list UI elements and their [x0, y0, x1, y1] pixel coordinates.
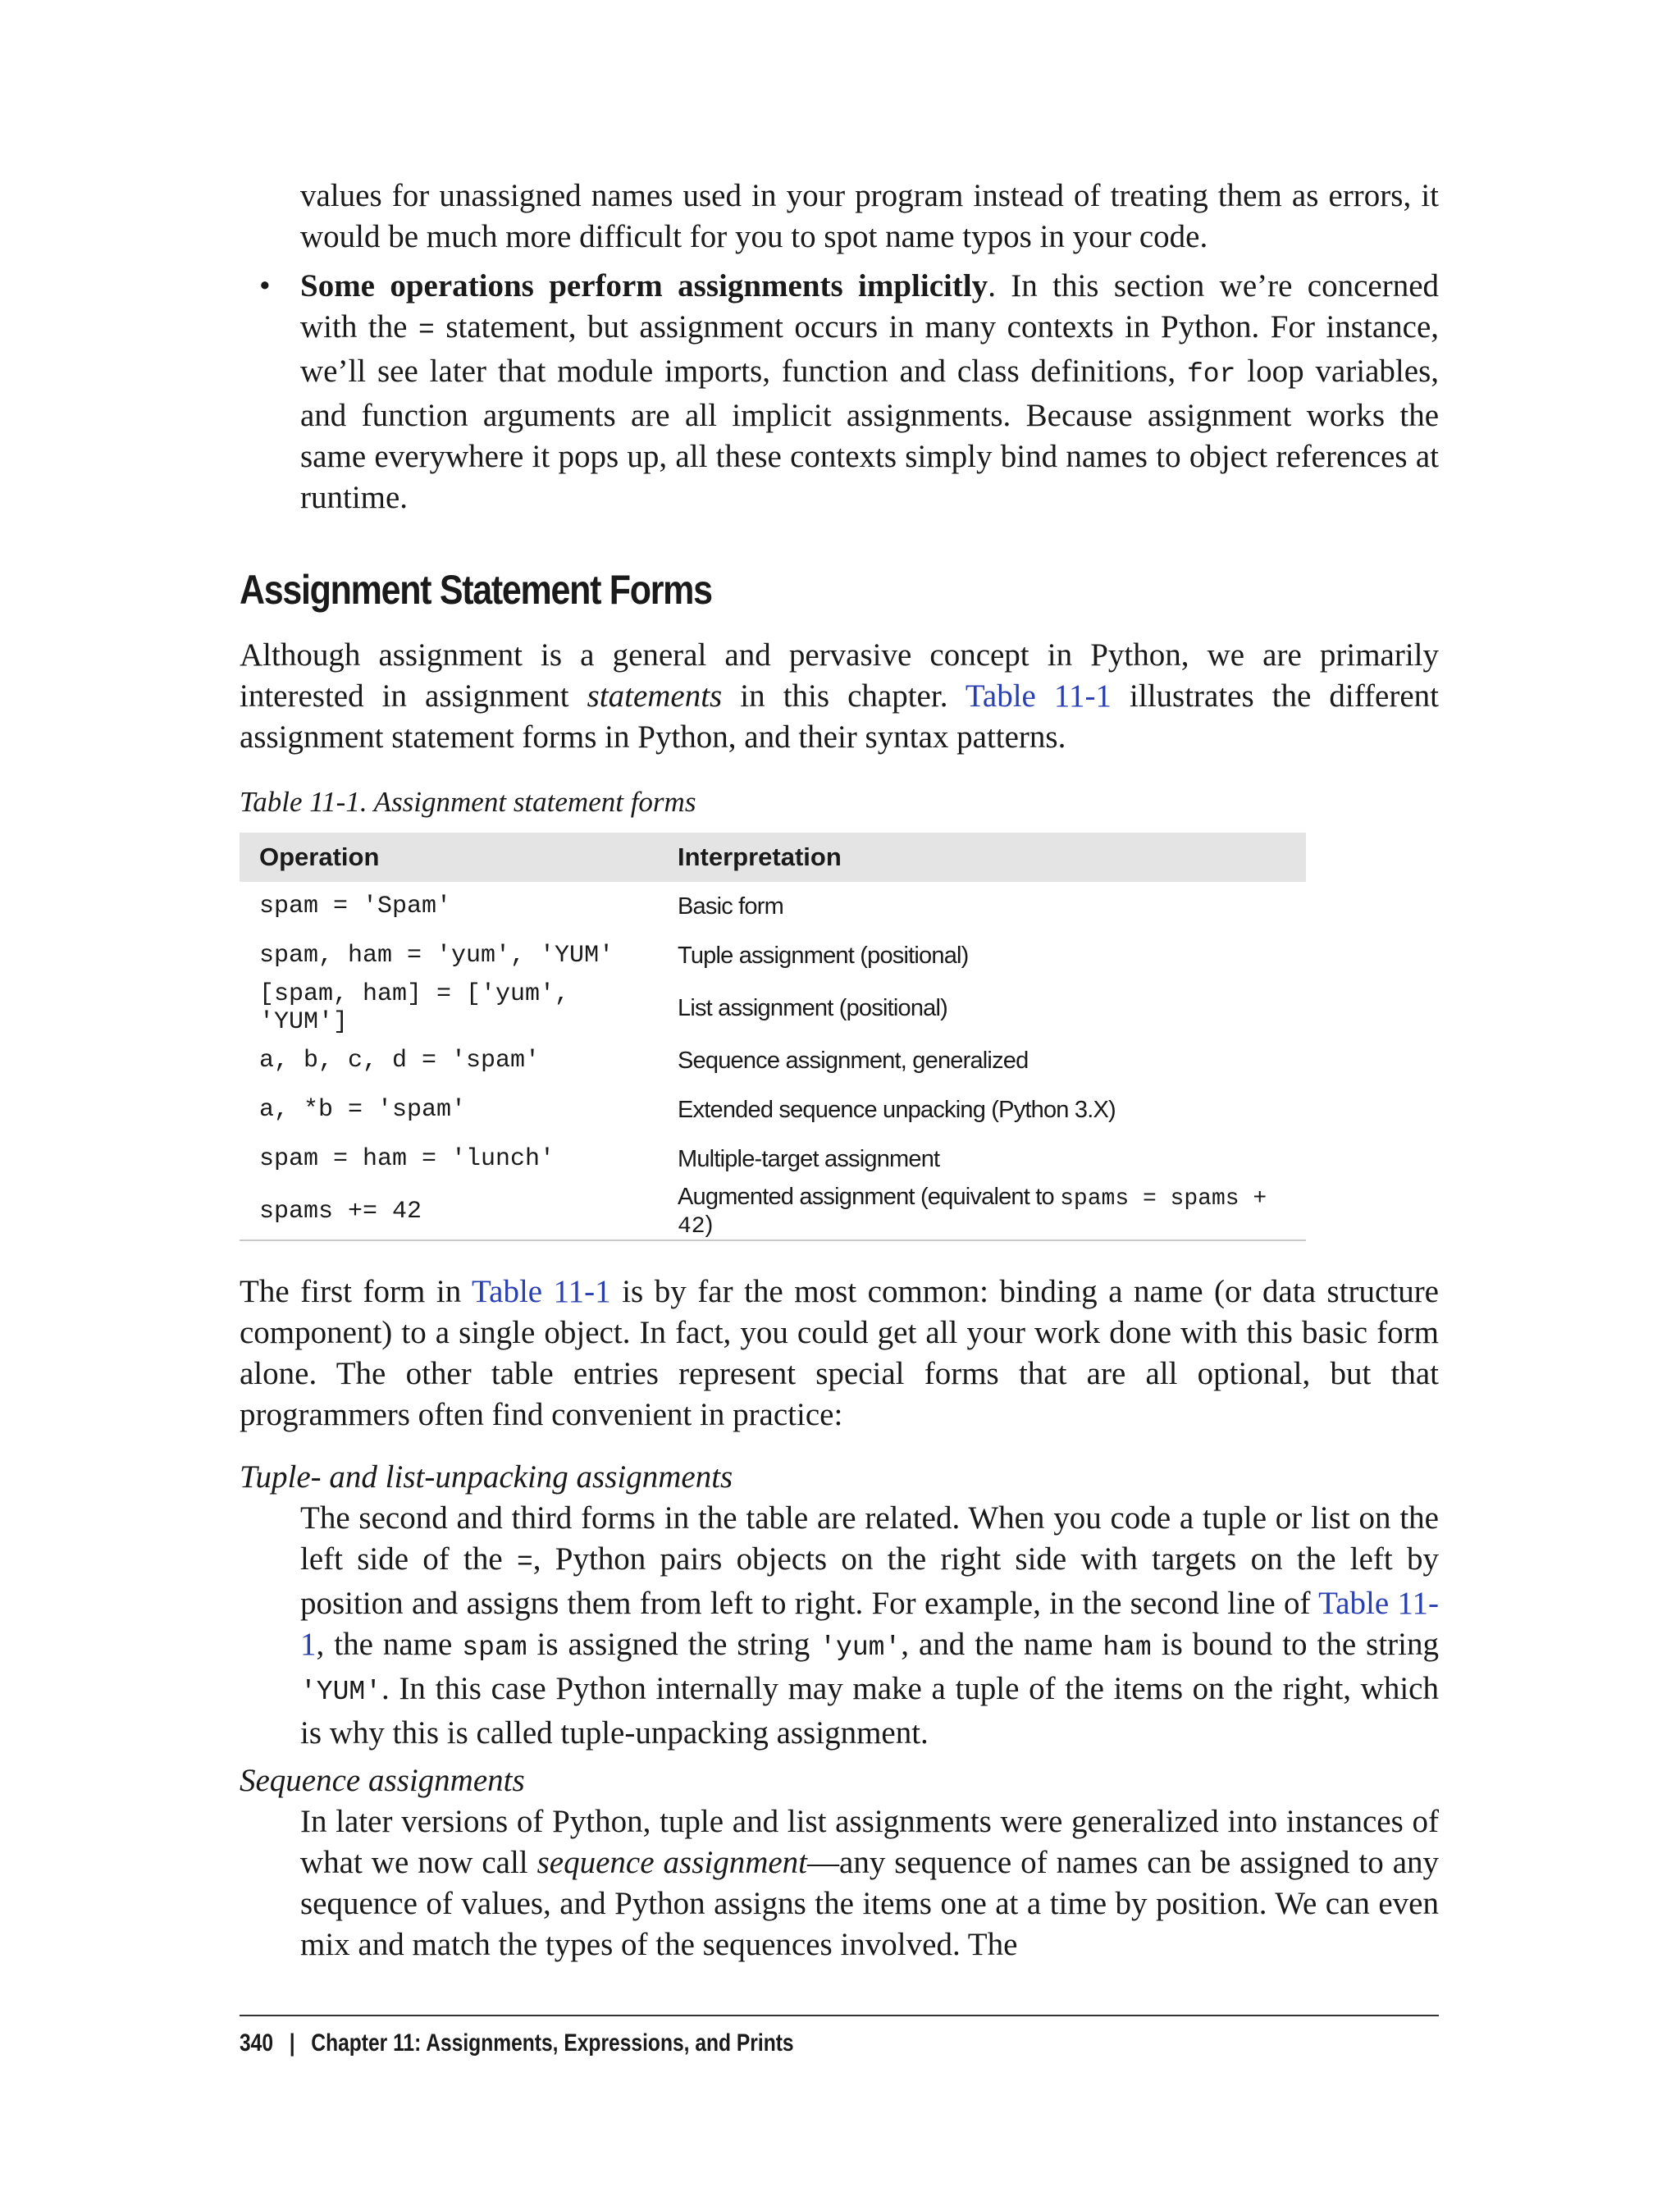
- footer-rule: [240, 2015, 1439, 2016]
- operation-cell: spams += 42: [240, 1184, 658, 1240]
- section-heading: Assignment Statement Forms: [240, 567, 712, 613]
- section-paragraph: Although assignment is a general and pervasive concept in Python, we are primarily interested in assignment statements in this chapter. Table 11-1 illustrates the different assignment statement forms in Python, and their syntax patterns.: [240, 637, 1439, 755]
- table-link[interactable]: Table 11-1: [965, 678, 1112, 714]
- table-caption: Table 11-1. Assignment statement forms: [240, 786, 696, 818]
- table-row: [240, 931, 1306, 980]
- after-table-paragraph: The first form in Table 11-1 is by far the most common: binding a name (or data structure component) to a single object. In fact, you could get all your work done with this basic form alone. The other table entries represent special forms that are all optional, but that programmers often find convenient in practice:: [240, 1274, 1439, 1432]
- operation-cell: spam = ham = 'lunch': [259, 1145, 555, 1173]
- header-operation: Operation: [240, 833, 658, 882]
- interpretation-cell: Tuple assignment (positional): [678, 942, 969, 969]
- table-header-row: [240, 833, 1306, 882]
- definition-term: Sequence assignments: [240, 1763, 525, 1798]
- page-footer: [240, 2029, 794, 2057]
- interpretation-cell: Extended sequence unpacking (Python 3.X): [678, 1096, 1116, 1123]
- bullet-item: [259, 266, 1440, 518]
- table-row: [240, 882, 1306, 931]
- operation-cell: spam, ham = 'yum', 'YUM': [259, 942, 614, 970]
- bullet-dot-icon: •: [259, 268, 271, 304]
- interpretation-cell: List assignment (positional): [678, 994, 947, 1021]
- table-row: [240, 1036, 1306, 1085]
- definition-description: In later versions of Python, tuple and list assignments were generalized into instances of what we now call sequence assignment—any sequence of names can be assigned to any sequence of values, and Python assigns the items one at a time by position. We can even mix and match the types of the sequences involved. The: [300, 1804, 1439, 1962]
- definition-list: [240, 1457, 1439, 1965]
- footer-separator: |: [289, 2029, 295, 2057]
- bullet-bold-lead: Some operations perform assignments implicitly: [300, 268, 988, 304]
- operation-cell: a, b, c, d = 'spam': [259, 1047, 541, 1075]
- bullet-text: Some operations perform assignments implicitly. In this section we’re concerned with the = statement, but assignment occurs in many contexts in Python. For instance, we’ll see later that module imports, function and class definitions, for loop variables, and function arguments are all implicit assignments. Because assignment works the same everywhere it pops up, all these contexts simply bind names to object references at runtime.: [300, 268, 1440, 515]
- table-row: [240, 1085, 1306, 1134]
- operation-cell: spam = 'Spam': [259, 892, 452, 920]
- intro-continuation: values for unassigned names used in your program instead of treating them as errors, it would be much more difficult for you to spot name typos in your code.: [300, 178, 1439, 254]
- table-row: [240, 1134, 1306, 1184]
- page-number: 340: [240, 2029, 274, 2057]
- interpretation-cell: Multiple-target assignment: [678, 1145, 940, 1172]
- table-link[interactable]: Table 11-1: [300, 1586, 1439, 1662]
- table-row: [240, 1184, 1306, 1240]
- operation-cell: a, *b = 'spam': [259, 1096, 467, 1124]
- interpretation-cell: Augmented assignment (equivalent to spams = spams + 42): [658, 1184, 1306, 1240]
- definition-description: The second and third forms in the table are related. When you code a tuple or list on the left side of the =, Python pairs objects on the right side with targets on the left by position and assigns them from left to right. For example, in the second line of Table 11-1, the name spam is assigned the string 'yum', and the name ham is bound to the string 'YUM'. In this case Python internally may make a tuple of the items on the right, which is why this is called tuple-unpacking assignment.: [300, 1500, 1439, 1751]
- definition-term: Tuple- and list-unpacking assignments: [240, 1459, 733, 1495]
- chapter-title: Chapter 11: Assignments, Expressions, and Prints: [311, 2029, 794, 2057]
- interpretation-cell: Sequence assignment, generalized: [678, 1047, 1029, 1074]
- assignment-forms-table: [240, 833, 1306, 1241]
- interpretation-cell: Basic form: [678, 892, 783, 920]
- table-link[interactable]: Table 11-1: [472, 1274, 611, 1309]
- header-interpretation: Interpretation: [658, 833, 1306, 882]
- table-row: [240, 980, 1306, 1036]
- operation-cell: [spam, ham] = ['yum', 'YUM']: [259, 980, 570, 1036]
- intro-block: [240, 176, 1439, 518]
